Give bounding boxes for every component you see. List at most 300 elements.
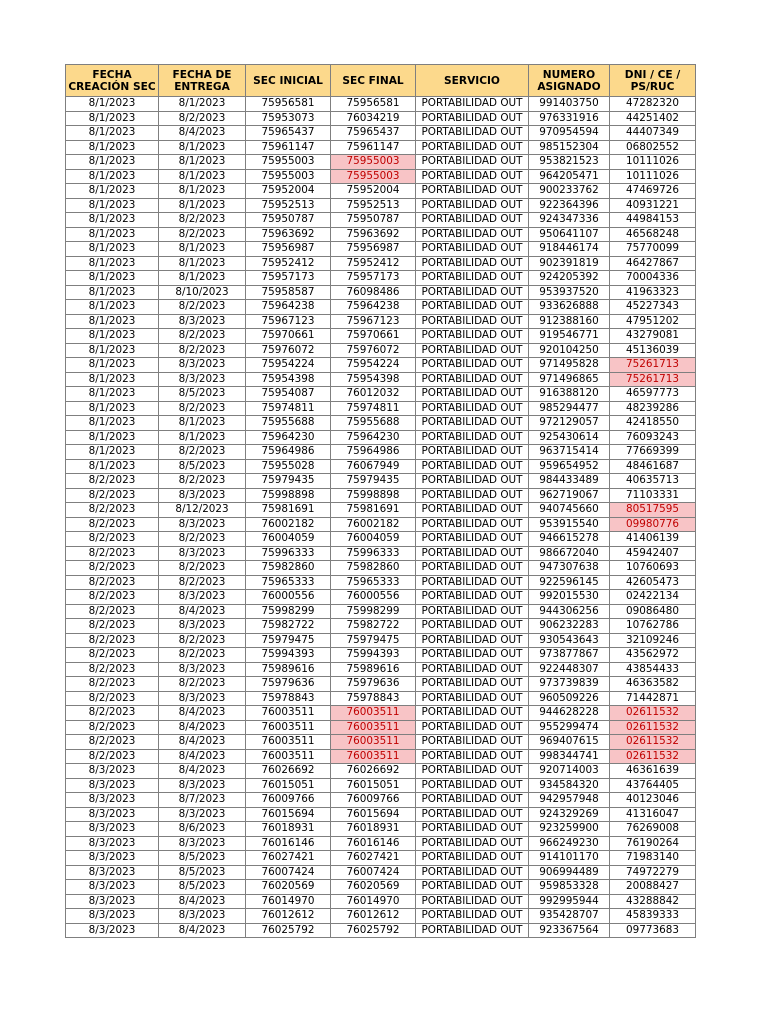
table-row [66, 633, 696, 648]
cell-sec-final: 75998299 [331, 604, 416, 619]
cell-sec-inicial: 76018931 [246, 822, 331, 837]
cell-fecha-entrega: 8/2/2023 [159, 329, 246, 344]
cell-servicio: PORTABILIDAD OUT [416, 256, 529, 271]
cell-servicio: PORTABILIDAD OUT [416, 764, 529, 779]
cell-numero-asignado: 984433489 [529, 474, 610, 489]
cell-dni: 48461687 [610, 459, 696, 474]
cell-fecha-creacion: 8/3/2023 [66, 851, 159, 866]
cell-sec-final: 75979636 [331, 677, 416, 692]
cell-dni: 42418550 [610, 416, 696, 431]
cell-fecha-creacion: 8/1/2023 [66, 97, 159, 112]
cell-dni: 02422134 [610, 590, 696, 605]
cell-numero-asignado: 918446174 [529, 242, 610, 257]
cell-servicio: PORTABILIDAD OUT [416, 445, 529, 460]
cell-fecha-creacion: 8/1/2023 [66, 430, 159, 445]
cell-fecha-creacion: 8/3/2023 [66, 909, 159, 924]
cell-numero-asignado: 922596145 [529, 575, 610, 590]
cell-servicio: PORTABILIDAD OUT [416, 430, 529, 445]
cell-sec-final: 75979475 [331, 633, 416, 648]
cell-servicio: PORTABILIDAD OUT [416, 793, 529, 808]
cell-sec-final: 76026692 [331, 764, 416, 779]
table-row [66, 807, 696, 822]
cell-servicio: PORTABILIDAD OUT [416, 590, 529, 605]
cell-servicio: PORTABILIDAD OUT [416, 865, 529, 880]
cell-sec-final: 76015051 [331, 778, 416, 793]
cell-numero-asignado: 912388160 [529, 314, 610, 329]
table-row [66, 474, 696, 489]
cell-sec-inicial: 75989616 [246, 662, 331, 677]
table-row [66, 271, 696, 286]
cell-sec-final: 76015694 [331, 807, 416, 822]
cell-sec-final: 75964230 [331, 430, 416, 445]
cell-servicio: PORTABILIDAD OUT [416, 271, 529, 286]
cell-numero-asignado: 960509226 [529, 691, 610, 706]
table-row [66, 764, 696, 779]
cell-numero-asignado: 933626888 [529, 300, 610, 315]
cell-fecha-entrega: 8/2/2023 [159, 213, 246, 228]
cell-fecha-creacion: 8/1/2023 [66, 314, 159, 329]
cell-sec-final: 75965437 [331, 126, 416, 141]
cell-dni: 75261713 [610, 358, 696, 373]
cell-servicio: PORTABILIDAD OUT [416, 126, 529, 141]
cell-sec-final: 75996333 [331, 546, 416, 561]
table-row [66, 793, 696, 808]
cell-fecha-entrega: 8/4/2023 [159, 706, 246, 721]
cell-sec-inicial: 75979475 [246, 633, 331, 648]
cell-sec-inicial: 76000556 [246, 590, 331, 605]
cell-numero-asignado: 906232283 [529, 619, 610, 634]
cell-sec-inicial: 76003511 [246, 735, 331, 750]
cell-numero-asignado: 944628228 [529, 706, 610, 721]
table-row [66, 619, 696, 634]
table-row [66, 677, 696, 692]
cell-dni: 41963323 [610, 285, 696, 300]
cell-fecha-entrega: 8/7/2023 [159, 793, 246, 808]
cell-servicio: PORTABILIDAD OUT [416, 488, 529, 503]
table-row [66, 546, 696, 561]
cell-dni: 42605473 [610, 575, 696, 590]
table-row [66, 198, 696, 213]
cell-dni: 06802552 [610, 140, 696, 155]
cell-servicio: PORTABILIDAD OUT [416, 619, 529, 634]
cell-fecha-entrega: 8/12/2023 [159, 503, 246, 518]
cell-fecha-creacion: 8/2/2023 [66, 517, 159, 532]
cell-numero-asignado: 944306256 [529, 604, 610, 619]
cell-sec-inicial: 75958587 [246, 285, 331, 300]
cell-numero-asignado: 920714003 [529, 764, 610, 779]
cell-dni: 43288842 [610, 894, 696, 909]
cell-dni: 46363582 [610, 677, 696, 692]
cell-servicio: PORTABILIDAD OUT [416, 401, 529, 416]
table-row [66, 256, 696, 271]
cell-fecha-creacion: 8/3/2023 [66, 822, 159, 837]
cell-numero-asignado: 970954594 [529, 126, 610, 141]
cell-sec-final: 75970661 [331, 329, 416, 344]
cell-fecha-entrega: 8/5/2023 [159, 387, 246, 402]
cell-numero-asignado: 986672040 [529, 546, 610, 561]
cell-servicio: PORTABILIDAD OUT [416, 358, 529, 373]
cell-sec-final: 75974811 [331, 401, 416, 416]
cell-dni: 43562972 [610, 648, 696, 663]
table-row [66, 648, 696, 663]
cell-fecha-entrega: 8/6/2023 [159, 822, 246, 837]
cell-sec-inicial: 75982722 [246, 619, 331, 634]
cell-fecha-creacion: 8/1/2023 [66, 227, 159, 242]
cell-fecha-creacion: 8/3/2023 [66, 836, 159, 851]
col-header-fecha-creacion: FECHA CREACIÓN SEC [66, 65, 159, 97]
cell-fecha-entrega: 8/10/2023 [159, 285, 246, 300]
cell-numero-asignado: 934584320 [529, 778, 610, 793]
cell-numero-asignado: 922364396 [529, 198, 610, 213]
cell-dni: 43764405 [610, 778, 696, 793]
cell-fecha-creacion: 8/1/2023 [66, 169, 159, 184]
cell-fecha-entrega: 8/3/2023 [159, 488, 246, 503]
cell-numero-asignado: 902391819 [529, 256, 610, 271]
cell-sec-final: 76012032 [331, 387, 416, 402]
cell-fecha-entrega: 8/5/2023 [159, 851, 246, 866]
cell-fecha-creacion: 8/2/2023 [66, 633, 159, 648]
cell-fecha-entrega: 8/4/2023 [159, 720, 246, 735]
cell-dni: 47282320 [610, 97, 696, 112]
cell-dni: 41316047 [610, 807, 696, 822]
cell-fecha-entrega: 8/1/2023 [159, 184, 246, 199]
table-row [66, 822, 696, 837]
cell-sec-final: 76004059 [331, 532, 416, 547]
cell-sec-inicial: 75957173 [246, 271, 331, 286]
cell-fecha-creacion: 8/1/2023 [66, 343, 159, 358]
cell-dni: 09980776 [610, 517, 696, 532]
cell-dni: 46597773 [610, 387, 696, 402]
cell-sec-inicial: 75961147 [246, 140, 331, 155]
cell-servicio: PORTABILIDAD OUT [416, 677, 529, 692]
cell-sec-inicial: 75982860 [246, 561, 331, 576]
cell-sec-final: 76003511 [331, 749, 416, 764]
cell-sec-final: 76002182 [331, 517, 416, 532]
cell-fecha-creacion: 8/2/2023 [66, 720, 159, 735]
cell-sec-final: 75954224 [331, 358, 416, 373]
cell-fecha-entrega: 8/2/2023 [159, 648, 246, 663]
cell-dni: 71103331 [610, 488, 696, 503]
cell-sec-final: 76003511 [331, 720, 416, 735]
table-row [66, 97, 696, 112]
col-header-dni: DNI / CE / PS/RUC [610, 65, 696, 97]
table-row [66, 358, 696, 373]
cell-dni: 46427867 [610, 256, 696, 271]
cell-numero-asignado: 955299474 [529, 720, 610, 735]
table-row [66, 387, 696, 402]
cell-sec-final: 76009766 [331, 793, 416, 808]
cell-sec-inicial: 75974811 [246, 401, 331, 416]
cell-servicio: PORTABILIDAD OUT [416, 372, 529, 387]
cell-sec-inicial: 76003511 [246, 749, 331, 764]
cell-dni: 40635713 [610, 474, 696, 489]
cell-numero-asignado: 940745660 [529, 503, 610, 518]
cell-numero-asignado: 953915540 [529, 517, 610, 532]
cell-fecha-creacion: 8/2/2023 [66, 590, 159, 605]
cell-servicio: PORTABILIDAD OUT [416, 184, 529, 199]
cell-sec-inicial: 75950787 [246, 213, 331, 228]
cell-fecha-creacion: 8/1/2023 [66, 126, 159, 141]
cell-servicio: PORTABILIDAD OUT [416, 880, 529, 895]
cell-sec-inicial: 75970661 [246, 329, 331, 344]
cell-fecha-creacion: 8/1/2023 [66, 285, 159, 300]
cell-fecha-creacion: 8/2/2023 [66, 503, 159, 518]
cell-sec-inicial: 75955003 [246, 155, 331, 170]
cell-fecha-creacion: 8/2/2023 [66, 575, 159, 590]
cell-dni: 71442871 [610, 691, 696, 706]
col-header-sec-final: SEC FINAL [331, 65, 416, 97]
cell-sec-inicial: 75954398 [246, 372, 331, 387]
cell-fecha-creacion: 8/1/2023 [66, 213, 159, 228]
cell-servicio: PORTABILIDAD OUT [416, 909, 529, 924]
cell-sec-inicial: 76015694 [246, 807, 331, 822]
cell-sec-final: 75982860 [331, 561, 416, 576]
cell-sec-inicial: 75956987 [246, 242, 331, 257]
cell-sec-inicial: 76015051 [246, 778, 331, 793]
table-row [66, 836, 696, 851]
cell-servicio: PORTABILIDAD OUT [416, 662, 529, 677]
table-row [66, 314, 696, 329]
cell-numero-asignado: 985152304 [529, 140, 610, 155]
cell-servicio: PORTABILIDAD OUT [416, 387, 529, 402]
cell-fecha-entrega: 8/3/2023 [159, 358, 246, 373]
cell-sec-final: 75950787 [331, 213, 416, 228]
cell-dni: 02611532 [610, 735, 696, 750]
cell-numero-asignado: 924205392 [529, 271, 610, 286]
cell-sec-final: 75994393 [331, 648, 416, 663]
cell-sec-final: 76014970 [331, 894, 416, 909]
cell-sec-final: 75955003 [331, 169, 416, 184]
cell-sec-final: 75963692 [331, 227, 416, 242]
cell-fecha-creacion: 8/1/2023 [66, 387, 159, 402]
cell-numero-asignado: 950641107 [529, 227, 610, 242]
table-row [66, 242, 696, 257]
cell-fecha-creacion: 8/1/2023 [66, 329, 159, 344]
cell-numero-asignado: 946615278 [529, 532, 610, 547]
data-table [65, 64, 696, 938]
table-row [66, 445, 696, 460]
cell-sec-final: 76025792 [331, 923, 416, 938]
cell-fecha-entrega: 8/2/2023 [159, 474, 246, 489]
cell-servicio: PORTABILIDAD OUT [416, 155, 529, 170]
table-row [66, 604, 696, 619]
cell-servicio: PORTABILIDAD OUT [416, 169, 529, 184]
table-row [66, 343, 696, 358]
cell-numero-asignado: 924329269 [529, 807, 610, 822]
cell-sec-inicial: 76003511 [246, 720, 331, 735]
cell-sec-final: 76003511 [331, 735, 416, 750]
table-row [66, 778, 696, 793]
cell-sec-inicial: 75953073 [246, 111, 331, 126]
table-row [66, 126, 696, 141]
cell-dni: 75770099 [610, 242, 696, 257]
cell-dni: 41406139 [610, 532, 696, 547]
cell-servicio: PORTABILIDAD OUT [416, 749, 529, 764]
table-row [66, 416, 696, 431]
col-header-sec-inicial: SEC INICIAL [246, 65, 331, 97]
cell-numero-asignado: 959654952 [529, 459, 610, 474]
cell-numero-asignado: 919546771 [529, 329, 610, 344]
header-row [66, 65, 696, 97]
table-row [66, 213, 696, 228]
cell-numero-asignado: 998344741 [529, 749, 610, 764]
cell-sec-inicial: 75952412 [246, 256, 331, 271]
cell-fecha-creacion: 8/1/2023 [66, 300, 159, 315]
cell-sec-final: 76020569 [331, 880, 416, 895]
cell-sec-inicial: 75965437 [246, 126, 331, 141]
cell-dni: 45227343 [610, 300, 696, 315]
cell-sec-final: 75978843 [331, 691, 416, 706]
cell-dni: 40931221 [610, 198, 696, 213]
cell-dni: 10762786 [610, 619, 696, 634]
cell-fecha-entrega: 8/3/2023 [159, 619, 246, 634]
cell-sec-inicial: 76004059 [246, 532, 331, 547]
cell-servicio: PORTABILIDAD OUT [416, 140, 529, 155]
cell-sec-inicial: 76020569 [246, 880, 331, 895]
cell-fecha-creacion: 8/1/2023 [66, 184, 159, 199]
cell-sec-inicial: 75952513 [246, 198, 331, 213]
cell-numero-asignado: 920104250 [529, 343, 610, 358]
cell-fecha-creacion: 8/2/2023 [66, 691, 159, 706]
cell-sec-inicial: 76025792 [246, 923, 331, 938]
cell-dni: 20088427 [610, 880, 696, 895]
cell-fecha-creacion: 8/2/2023 [66, 677, 159, 692]
cell-sec-inicial: 76012612 [246, 909, 331, 924]
cell-sec-final: 76016146 [331, 836, 416, 851]
cell-sec-inicial: 75964986 [246, 445, 331, 460]
cell-fecha-creacion: 8/2/2023 [66, 474, 159, 489]
cell-dni: 10111026 [610, 155, 696, 170]
cell-sec-inicial: 75967123 [246, 314, 331, 329]
cell-fecha-creacion: 8/1/2023 [66, 445, 159, 460]
cell-fecha-entrega: 8/3/2023 [159, 662, 246, 677]
cell-sec-inicial: 75978843 [246, 691, 331, 706]
cell-fecha-entrega: 8/2/2023 [159, 227, 246, 242]
cell-servicio: PORTABILIDAD OUT [416, 822, 529, 837]
cell-servicio: PORTABILIDAD OUT [416, 503, 529, 518]
table-row [66, 894, 696, 909]
cell-numero-asignado: 906994489 [529, 865, 610, 880]
table-row [66, 749, 696, 764]
table-row [66, 300, 696, 315]
cell-fecha-creacion: 8/2/2023 [66, 648, 159, 663]
cell-sec-inicial: 76016146 [246, 836, 331, 851]
cell-sec-inicial: 75994393 [246, 648, 331, 663]
cell-dni: 44251402 [610, 111, 696, 126]
cell-fecha-entrega: 8/2/2023 [159, 401, 246, 416]
cell-numero-asignado: 924347336 [529, 213, 610, 228]
cell-sec-final: 75956581 [331, 97, 416, 112]
cell-fecha-creacion: 8/3/2023 [66, 793, 159, 808]
cell-sec-final: 76098486 [331, 285, 416, 300]
cell-fecha-entrega: 8/3/2023 [159, 590, 246, 605]
cell-fecha-entrega: 8/1/2023 [159, 155, 246, 170]
cell-fecha-creacion: 8/2/2023 [66, 532, 159, 547]
cell-sec-final: 75964238 [331, 300, 416, 315]
cell-dni: 10111026 [610, 169, 696, 184]
cell-fecha-creacion: 8/1/2023 [66, 358, 159, 373]
cell-numero-asignado: 953937520 [529, 285, 610, 300]
cell-servicio: PORTABILIDAD OUT [416, 546, 529, 561]
cell-sec-inicial: 75955003 [246, 169, 331, 184]
cell-servicio: PORTABILIDAD OUT [416, 894, 529, 909]
cell-sec-final: 75979435 [331, 474, 416, 489]
cell-sec-inicial: 75956581 [246, 97, 331, 112]
cell-fecha-entrega: 8/3/2023 [159, 546, 246, 561]
table-row [66, 169, 696, 184]
cell-sec-inicial: 76014970 [246, 894, 331, 909]
cell-numero-asignado: 930543643 [529, 633, 610, 648]
cell-fecha-creacion: 8/3/2023 [66, 778, 159, 793]
cell-fecha-creacion: 8/1/2023 [66, 198, 159, 213]
cell-numero-asignado: 916388120 [529, 387, 610, 402]
cell-fecha-creacion: 8/2/2023 [66, 735, 159, 750]
cell-fecha-creacion: 8/2/2023 [66, 561, 159, 576]
cell-numero-asignado: 935428707 [529, 909, 610, 924]
cell-servicio: PORTABILIDAD OUT [416, 198, 529, 213]
cell-sec-final: 75964986 [331, 445, 416, 460]
cell-sec-final: 75989616 [331, 662, 416, 677]
cell-servicio: PORTABILIDAD OUT [416, 97, 529, 112]
cell-dni: 76269008 [610, 822, 696, 837]
cell-dni: 47469726 [610, 184, 696, 199]
cell-dni: 02611532 [610, 706, 696, 721]
cell-sec-inicial: 76007424 [246, 865, 331, 880]
cell-servicio: PORTABILIDAD OUT [416, 720, 529, 735]
cell-sec-inicial: 76009766 [246, 793, 331, 808]
cell-servicio: PORTABILIDAD OUT [416, 648, 529, 663]
cell-numero-asignado: 973877867 [529, 648, 610, 663]
table-row [66, 155, 696, 170]
cell-sec-final: 75952513 [331, 198, 416, 213]
cell-sec-inicial: 75955028 [246, 459, 331, 474]
cell-fecha-entrega: 8/2/2023 [159, 111, 246, 126]
cell-fecha-entrega: 8/3/2023 [159, 517, 246, 532]
table-row [66, 735, 696, 750]
col-header-fecha-entrega: FECHA DE ENTREGA [159, 65, 246, 97]
cell-sec-final: 76003511 [331, 706, 416, 721]
cell-numero-asignado: 964205471 [529, 169, 610, 184]
cell-dni: 46361639 [610, 764, 696, 779]
cell-fecha-entrega: 8/3/2023 [159, 778, 246, 793]
cell-sec-final: 75957173 [331, 271, 416, 286]
cell-dni: 71983140 [610, 851, 696, 866]
cell-numero-asignado: 925430614 [529, 430, 610, 445]
cell-numero-asignado: 976331916 [529, 111, 610, 126]
cell-fecha-entrega: 8/5/2023 [159, 865, 246, 880]
cell-servicio: PORTABILIDAD OUT [416, 300, 529, 315]
table-row [66, 285, 696, 300]
cell-numero-asignado: 973739839 [529, 677, 610, 692]
table-row [66, 140, 696, 155]
cell-servicio: PORTABILIDAD OUT [416, 532, 529, 547]
cell-fecha-entrega: 8/1/2023 [159, 169, 246, 184]
cell-sec-inicial: 76027421 [246, 851, 331, 866]
cell-servicio: PORTABILIDAD OUT [416, 691, 529, 706]
cell-sec-final: 76000556 [331, 590, 416, 605]
cell-sec-inicial: 75964238 [246, 300, 331, 315]
cell-fecha-entrega: 8/2/2023 [159, 300, 246, 315]
cell-dni: 77669399 [610, 445, 696, 460]
cell-sec-final: 75965333 [331, 575, 416, 590]
cell-servicio: PORTABILIDAD OUT [416, 575, 529, 590]
cell-fecha-entrega: 8/1/2023 [159, 256, 246, 271]
cell-dni: 75261713 [610, 372, 696, 387]
table-row [66, 227, 696, 242]
cell-servicio: PORTABILIDAD OUT [416, 517, 529, 532]
cell-fecha-creacion: 8/1/2023 [66, 271, 159, 286]
cell-fecha-entrega: 8/5/2023 [159, 880, 246, 895]
